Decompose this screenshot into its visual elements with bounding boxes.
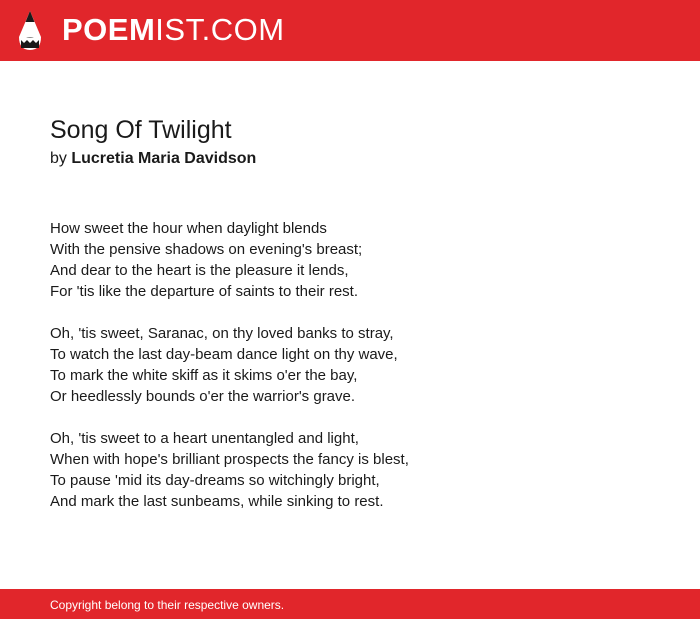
poem-line: Or heedlessly bounds o'er the warrior's grave.	[50, 388, 356, 405]
poem-line: To pause 'mid its day-dreams so witchingly bright,	[50, 472, 380, 489]
poem-title: Song Of Twilight	[50, 116, 232, 144]
poem-line: To mark the white skiff as it skims o'er the bay,	[50, 367, 358, 384]
poem-line: And dear to the heart is the pleasure it lends,	[50, 262, 349, 279]
stanza	[50, 323, 409, 407]
copyright-notice: Copyright belong to their respective owners.	[50, 598, 285, 612]
by-label: by	[50, 150, 67, 167]
poem-line: Oh, 'tis sweet to a heart unentangled and light,	[50, 430, 359, 447]
poem-line: How sweet the hour when daylight blends	[50, 220, 327, 237]
author-link[interactable]: Lucretia Maria Davidson	[71, 150, 257, 167]
pencil-tip-icon[interactable]	[17, 10, 43, 51]
logo-light-text: IST.COM	[155, 12, 285, 47]
poem-byline	[50, 148, 256, 170]
poem-line: When with hope's brilliant prospects the fancy is blest,	[50, 451, 409, 468]
stanza	[50, 218, 409, 302]
poem-line: And mark the last sunbeams, while sinking to rest.	[50, 493, 384, 510]
poem-line: With the pensive shadows on evening's breast;	[50, 241, 363, 258]
site-header	[0, 0, 700, 61]
poem-line: To watch the last day-beam dance light on thy wave,	[50, 346, 398, 363]
poem-line: For 'tis like the departure of saints to their rest.	[50, 283, 358, 300]
poem-line: Oh, 'tis sweet, Saranac, on thy loved banks to stray,	[50, 325, 394, 342]
poem-body	[50, 218, 409, 533]
logo-bold-text: POEM	[62, 12, 156, 47]
site-logo-link[interactable]	[62, 11, 285, 49]
stanza	[50, 428, 409, 512]
site-footer	[0, 589, 700, 619]
